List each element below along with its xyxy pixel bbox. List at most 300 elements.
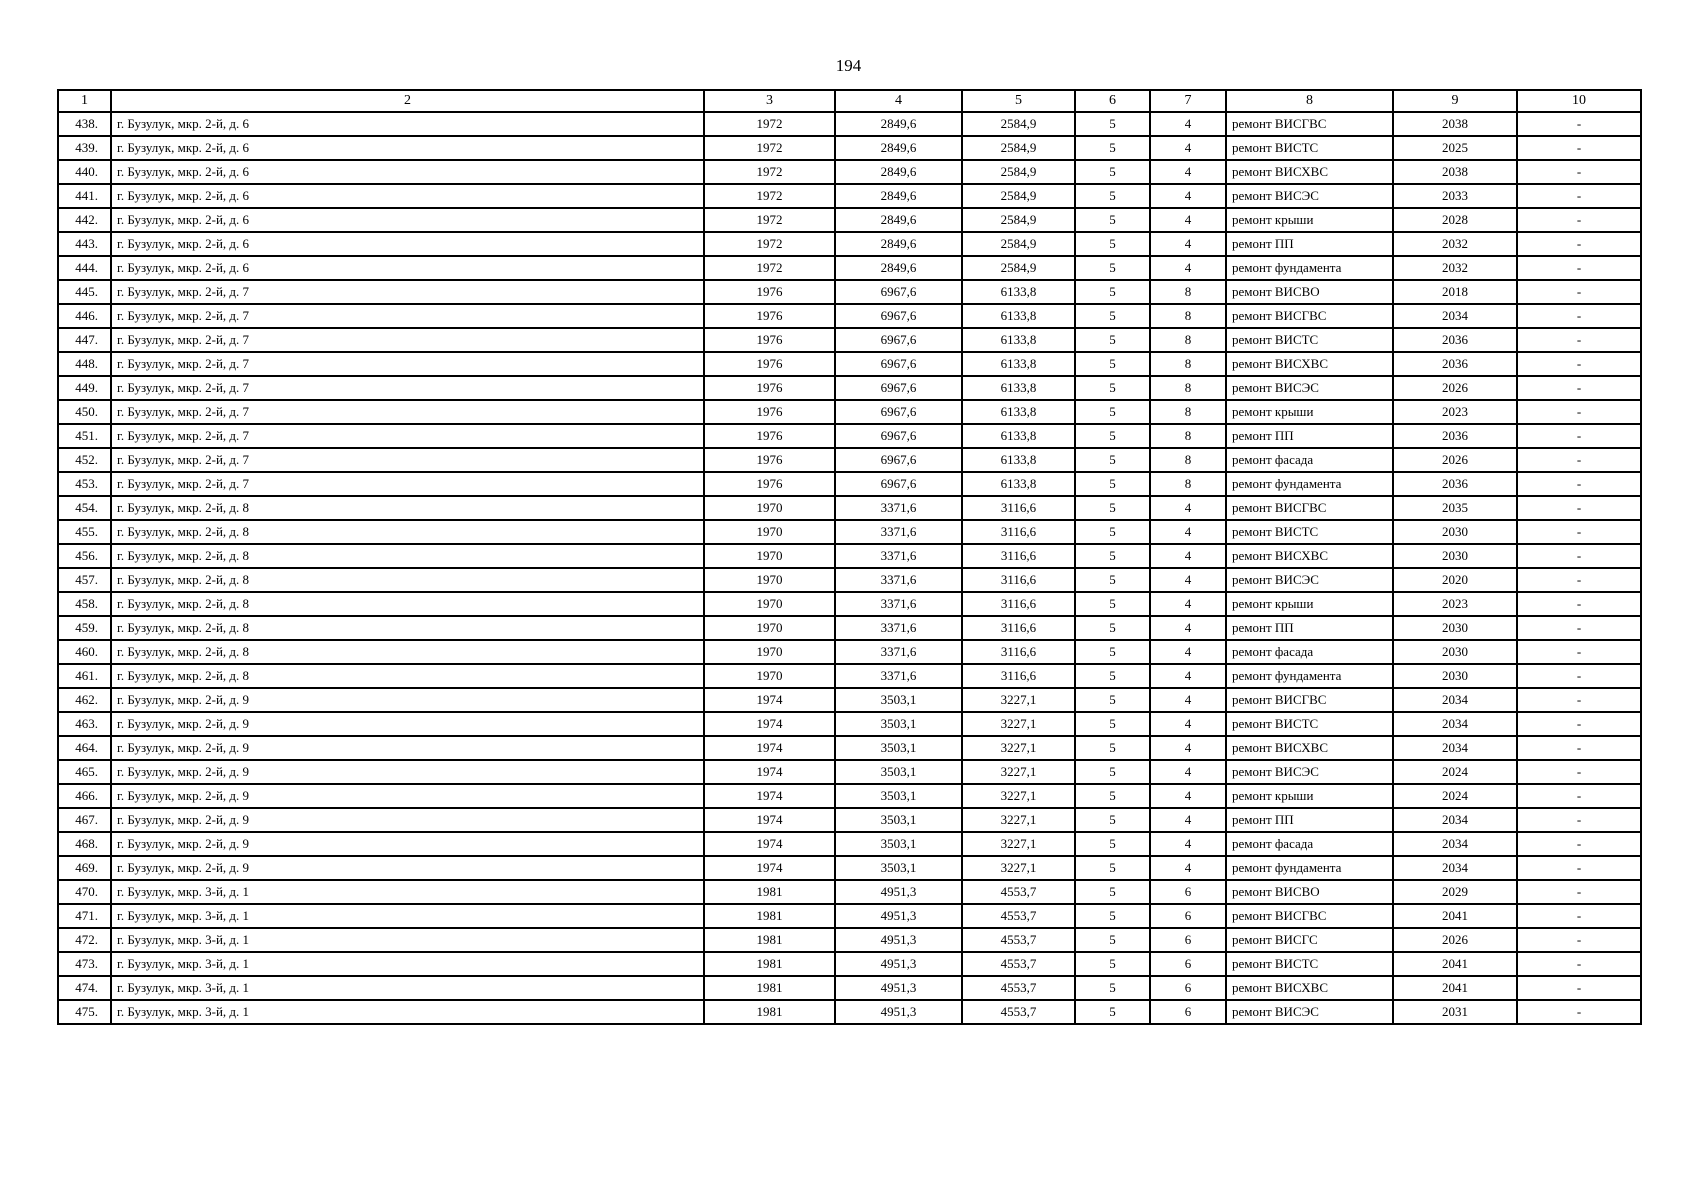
row-number-cell: 473. [58, 952, 111, 976]
floors-cell: 5 [1075, 232, 1150, 256]
table-row [58, 880, 1641, 904]
total-area-cell: 6967,6 [835, 400, 962, 424]
entrances-cell: 4 [1150, 760, 1226, 784]
floors-cell: 5 [1075, 424, 1150, 448]
work-type-cell: ремонт ВИСХВС [1226, 544, 1393, 568]
floors-cell: 5 [1075, 184, 1150, 208]
work-type-cell: ремонт крыши [1226, 208, 1393, 232]
floors-cell: 5 [1075, 472, 1150, 496]
planned-year-cell: 2038 [1393, 160, 1517, 184]
row-number-cell: 460. [58, 640, 111, 664]
total-area-cell: 3503,1 [835, 688, 962, 712]
note-cell: - [1517, 424, 1641, 448]
year-built-cell: 1981 [704, 904, 835, 928]
year-built-cell: 1970 [704, 664, 835, 688]
living-area-cell: 3227,1 [962, 808, 1075, 832]
note-cell: - [1517, 256, 1641, 280]
work-type-cell: ремонт ВИСХВС [1226, 976, 1393, 1000]
year-built-cell: 1976 [704, 376, 835, 400]
year-built-cell: 1981 [704, 928, 835, 952]
living-area-cell: 2584,9 [962, 136, 1075, 160]
entrances-cell: 4 [1150, 136, 1226, 160]
floors-cell: 5 [1075, 304, 1150, 328]
total-area-cell: 2849,6 [835, 208, 962, 232]
note-cell: - [1517, 928, 1641, 952]
living-area-cell: 2584,9 [962, 160, 1075, 184]
address-cell: г. Бузулук, мкр. 2-й, д. 6 [111, 184, 704, 208]
repair-schedule-table [57, 89, 1642, 1025]
address-cell: г. Бузулук, мкр. 3-й, д. 1 [111, 952, 704, 976]
total-area-cell: 6967,6 [835, 376, 962, 400]
address-cell: г. Бузулук, мкр. 2-й, д. 9 [111, 760, 704, 784]
planned-year-cell: 2034 [1393, 712, 1517, 736]
planned-year-cell: 2035 [1393, 496, 1517, 520]
planned-year-cell: 2023 [1393, 592, 1517, 616]
row-number-cell: 469. [58, 856, 111, 880]
floors-cell: 5 [1075, 256, 1150, 280]
floors-cell: 5 [1075, 736, 1150, 760]
table-row [58, 544, 1641, 568]
table-row [58, 616, 1641, 640]
address-cell: г. Бузулук, мкр. 2-й, д. 6 [111, 160, 704, 184]
total-area-cell: 3371,6 [835, 640, 962, 664]
living-area-cell: 4553,7 [962, 928, 1075, 952]
planned-year-cell: 2029 [1393, 880, 1517, 904]
floors-cell: 5 [1075, 592, 1150, 616]
entrances-cell: 8 [1150, 376, 1226, 400]
living-area-cell: 4553,7 [962, 976, 1075, 1000]
note-cell: - [1517, 616, 1641, 640]
row-number-cell: 474. [58, 976, 111, 1000]
work-type-cell: ремонт ПП [1226, 232, 1393, 256]
address-cell: г. Бузулук, мкр. 3-й, д. 1 [111, 904, 704, 928]
total-area-cell: 2849,6 [835, 136, 962, 160]
planned-year-cell: 2041 [1393, 976, 1517, 1000]
row-number-cell: 468. [58, 832, 111, 856]
entrances-cell: 6 [1150, 976, 1226, 1000]
floors-cell: 5 [1075, 688, 1150, 712]
planned-year-cell: 2026 [1393, 376, 1517, 400]
floors-cell: 5 [1075, 280, 1150, 304]
planned-year-cell: 2018 [1393, 280, 1517, 304]
year-built-cell: 1976 [704, 424, 835, 448]
floors-cell: 5 [1075, 760, 1150, 784]
planned-year-cell: 2030 [1393, 664, 1517, 688]
table-row [58, 160, 1641, 184]
total-area-cell: 3371,6 [835, 592, 962, 616]
planned-year-cell: 2024 [1393, 760, 1517, 784]
living-area-cell: 2584,9 [962, 208, 1075, 232]
work-type-cell: ремонт ВИСЭС [1226, 568, 1393, 592]
table-row [58, 448, 1641, 472]
work-type-cell: ремонт ВИСЭС [1226, 760, 1393, 784]
note-cell: - [1517, 880, 1641, 904]
planned-year-cell: 2034 [1393, 856, 1517, 880]
entrances-cell: 4 [1150, 568, 1226, 592]
note-cell: - [1517, 976, 1641, 1000]
column-header: 9 [1393, 90, 1517, 112]
work-type-cell: ремонт фасада [1226, 448, 1393, 472]
living-area-cell: 3227,1 [962, 784, 1075, 808]
entrances-cell: 6 [1150, 952, 1226, 976]
work-type-cell: ремонт ВИСХВС [1226, 736, 1393, 760]
planned-year-cell: 2026 [1393, 928, 1517, 952]
work-type-cell: ремонт крыши [1226, 784, 1393, 808]
total-area-cell: 4951,3 [835, 880, 962, 904]
year-built-cell: 1970 [704, 616, 835, 640]
row-number-cell: 449. [58, 376, 111, 400]
work-type-cell: ремонт фундамента [1226, 856, 1393, 880]
row-number-cell: 465. [58, 760, 111, 784]
floors-cell: 5 [1075, 112, 1150, 136]
work-type-cell: ремонт ВИСТС [1226, 712, 1393, 736]
table-row [58, 112, 1641, 136]
row-number-cell: 459. [58, 616, 111, 640]
table-row [58, 928, 1641, 952]
floors-cell: 5 [1075, 352, 1150, 376]
row-number-cell: 464. [58, 736, 111, 760]
total-area-cell: 3503,1 [835, 712, 962, 736]
total-area-cell: 6967,6 [835, 472, 962, 496]
row-number-cell: 448. [58, 352, 111, 376]
note-cell: - [1517, 136, 1641, 160]
year-built-cell: 1970 [704, 568, 835, 592]
row-number-cell: 440. [58, 160, 111, 184]
living-area-cell: 3227,1 [962, 856, 1075, 880]
planned-year-cell: 2025 [1393, 136, 1517, 160]
floors-cell: 5 [1075, 784, 1150, 808]
floors-cell: 5 [1075, 520, 1150, 544]
table-row [58, 232, 1641, 256]
note-cell: - [1517, 448, 1641, 472]
column-header: 1 [58, 90, 111, 112]
floors-cell: 5 [1075, 208, 1150, 232]
planned-year-cell: 2024 [1393, 784, 1517, 808]
total-area-cell: 3371,6 [835, 520, 962, 544]
note-cell: - [1517, 736, 1641, 760]
planned-year-cell: 2028 [1393, 208, 1517, 232]
total-area-cell: 4951,3 [835, 976, 962, 1000]
row-number-cell: 453. [58, 472, 111, 496]
living-area-cell: 4553,7 [962, 952, 1075, 976]
column-header: 3 [704, 90, 835, 112]
floors-cell: 5 [1075, 832, 1150, 856]
work-type-cell: ремонт ВИСТС [1226, 328, 1393, 352]
floors-cell: 5 [1075, 640, 1150, 664]
total-area-cell: 2849,6 [835, 112, 962, 136]
row-number-cell: 451. [58, 424, 111, 448]
entrances-cell: 4 [1150, 256, 1226, 280]
note-cell: - [1517, 400, 1641, 424]
planned-year-cell: 2036 [1393, 472, 1517, 496]
row-number-cell: 452. [58, 448, 111, 472]
year-built-cell: 1974 [704, 784, 835, 808]
row-number-cell: 462. [58, 688, 111, 712]
table-row [58, 952, 1641, 976]
work-type-cell: ремонт ВИСГВС [1226, 904, 1393, 928]
entrances-cell: 4 [1150, 592, 1226, 616]
total-area-cell: 3503,1 [835, 832, 962, 856]
total-area-cell: 6967,6 [835, 448, 962, 472]
table-row [58, 664, 1641, 688]
living-area-cell: 6133,8 [962, 448, 1075, 472]
entrances-cell: 4 [1150, 112, 1226, 136]
address-cell: г. Бузулук, мкр. 2-й, д. 7 [111, 448, 704, 472]
living-area-cell: 3116,6 [962, 568, 1075, 592]
entrances-cell: 6 [1150, 904, 1226, 928]
living-area-cell: 3227,1 [962, 688, 1075, 712]
living-area-cell: 4553,7 [962, 1000, 1075, 1024]
entrances-cell: 4 [1150, 616, 1226, 640]
floors-cell: 5 [1075, 856, 1150, 880]
living-area-cell: 6133,8 [962, 424, 1075, 448]
year-built-cell: 1976 [704, 304, 835, 328]
living-area-cell: 3116,6 [962, 520, 1075, 544]
planned-year-cell: 2038 [1393, 112, 1517, 136]
entrances-cell: 8 [1150, 472, 1226, 496]
address-cell: г. Бузулук, мкр. 3-й, д. 1 [111, 976, 704, 1000]
planned-year-cell: 2033 [1393, 184, 1517, 208]
column-header: 8 [1226, 90, 1393, 112]
entrances-cell: 4 [1150, 784, 1226, 808]
year-built-cell: 1970 [704, 496, 835, 520]
column-header: 5 [962, 90, 1075, 112]
entrances-cell: 8 [1150, 352, 1226, 376]
total-area-cell: 2849,6 [835, 184, 962, 208]
address-cell: г. Бузулук, мкр. 2-й, д. 9 [111, 736, 704, 760]
column-number-row [58, 90, 1641, 112]
total-area-cell: 6967,6 [835, 304, 962, 328]
year-built-cell: 1972 [704, 232, 835, 256]
entrances-cell: 8 [1150, 448, 1226, 472]
work-type-cell: ремонт крыши [1226, 592, 1393, 616]
address-cell: г. Бузулук, мкр. 2-й, д. 9 [111, 712, 704, 736]
row-number-cell: 447. [58, 328, 111, 352]
table-row [58, 976, 1641, 1000]
total-area-cell: 2849,6 [835, 256, 962, 280]
living-area-cell: 2584,9 [962, 232, 1075, 256]
row-number-cell: 446. [58, 304, 111, 328]
year-built-cell: 1972 [704, 184, 835, 208]
table-row [58, 760, 1641, 784]
total-area-cell: 3503,1 [835, 808, 962, 832]
address-cell: г. Бузулук, мкр. 2-й, д. 8 [111, 664, 704, 688]
note-cell: - [1517, 376, 1641, 400]
column-header: 2 [111, 90, 704, 112]
address-cell: г. Бузулук, мкр. 2-й, д. 6 [111, 256, 704, 280]
entrances-cell: 4 [1150, 208, 1226, 232]
note-cell: - [1517, 808, 1641, 832]
total-area-cell: 3503,1 [835, 856, 962, 880]
year-built-cell: 1981 [704, 1000, 835, 1024]
planned-year-cell: 2023 [1393, 400, 1517, 424]
floors-cell: 5 [1075, 328, 1150, 352]
planned-year-cell: 2026 [1393, 448, 1517, 472]
total-area-cell: 3371,6 [835, 568, 962, 592]
note-cell: - [1517, 184, 1641, 208]
row-number-cell: 466. [58, 784, 111, 808]
total-area-cell: 3503,1 [835, 760, 962, 784]
work-type-cell: ремонт фасада [1226, 640, 1393, 664]
living-area-cell: 6133,8 [962, 328, 1075, 352]
table-row [58, 688, 1641, 712]
total-area-cell: 4951,3 [835, 952, 962, 976]
note-cell: - [1517, 568, 1641, 592]
table-row [58, 904, 1641, 928]
living-area-cell: 3116,6 [962, 496, 1075, 520]
living-area-cell: 3116,6 [962, 592, 1075, 616]
address-cell: г. Бузулук, мкр. 3-й, д. 1 [111, 1000, 704, 1024]
floors-cell: 5 [1075, 496, 1150, 520]
living-area-cell: 2584,9 [962, 112, 1075, 136]
table-row [58, 712, 1641, 736]
floors-cell: 5 [1075, 160, 1150, 184]
note-cell: - [1517, 352, 1641, 376]
living-area-cell: 4553,7 [962, 904, 1075, 928]
work-type-cell: ремонт фундамента [1226, 472, 1393, 496]
living-area-cell: 3116,6 [962, 640, 1075, 664]
entrances-cell: 4 [1150, 808, 1226, 832]
year-built-cell: 1970 [704, 592, 835, 616]
note-cell: - [1517, 280, 1641, 304]
entrances-cell: 8 [1150, 424, 1226, 448]
row-number-cell: 443. [58, 232, 111, 256]
table-row [58, 496, 1641, 520]
row-number-cell: 444. [58, 256, 111, 280]
row-number-cell: 450. [58, 400, 111, 424]
address-cell: г. Бузулук, мкр. 2-й, д. 6 [111, 232, 704, 256]
entrances-cell: 4 [1150, 520, 1226, 544]
address-cell: г. Бузулук, мкр. 2-й, д. 6 [111, 208, 704, 232]
total-area-cell: 4951,3 [835, 1000, 962, 1024]
living-area-cell: 3116,6 [962, 544, 1075, 568]
table-row [58, 640, 1641, 664]
floors-cell: 5 [1075, 568, 1150, 592]
year-built-cell: 1976 [704, 328, 835, 352]
table-row [58, 352, 1641, 376]
floors-cell: 5 [1075, 400, 1150, 424]
table-row [58, 136, 1641, 160]
work-type-cell: ремонт ВИСЭС [1226, 376, 1393, 400]
note-cell: - [1517, 496, 1641, 520]
address-cell: г. Бузулук, мкр. 2-й, д. 7 [111, 472, 704, 496]
year-built-cell: 1974 [704, 688, 835, 712]
table-row [58, 376, 1641, 400]
work-type-cell: ремонт ВИСТС [1226, 952, 1393, 976]
row-number-cell: 467. [58, 808, 111, 832]
note-cell: - [1517, 520, 1641, 544]
table-row [58, 568, 1641, 592]
address-cell: г. Бузулук, мкр. 3-й, д. 1 [111, 880, 704, 904]
address-cell: г. Бузулук, мкр. 2-й, д. 7 [111, 400, 704, 424]
year-built-cell: 1970 [704, 520, 835, 544]
work-type-cell: ремонт ВИСТС [1226, 136, 1393, 160]
floors-cell: 5 [1075, 880, 1150, 904]
planned-year-cell: 2030 [1393, 520, 1517, 544]
planned-year-cell: 2034 [1393, 832, 1517, 856]
floors-cell: 5 [1075, 904, 1150, 928]
note-cell: - [1517, 160, 1641, 184]
work-type-cell: ремонт ВИСТС [1226, 520, 1393, 544]
planned-year-cell: 2031 [1393, 1000, 1517, 1024]
total-area-cell: 6967,6 [835, 328, 962, 352]
total-area-cell: 6967,6 [835, 280, 962, 304]
living-area-cell: 3227,1 [962, 760, 1075, 784]
note-cell: - [1517, 832, 1641, 856]
floors-cell: 5 [1075, 448, 1150, 472]
planned-year-cell: 2034 [1393, 688, 1517, 712]
floors-cell: 5 [1075, 616, 1150, 640]
table-row [58, 256, 1641, 280]
work-type-cell: ремонт фундамента [1226, 256, 1393, 280]
total-area-cell: 6967,6 [835, 424, 962, 448]
note-cell: - [1517, 784, 1641, 808]
row-number-cell: 445. [58, 280, 111, 304]
year-built-cell: 1974 [704, 832, 835, 856]
row-number-cell: 461. [58, 664, 111, 688]
address-cell: г. Бузулук, мкр. 2-й, д. 8 [111, 592, 704, 616]
total-area-cell: 4951,3 [835, 904, 962, 928]
entrances-cell: 4 [1150, 712, 1226, 736]
floors-cell: 5 [1075, 712, 1150, 736]
planned-year-cell: 2030 [1393, 616, 1517, 640]
living-area-cell: 3227,1 [962, 736, 1075, 760]
total-area-cell: 4951,3 [835, 928, 962, 952]
row-number-cell: 472. [58, 928, 111, 952]
table-row [58, 472, 1641, 496]
entrances-cell: 4 [1150, 688, 1226, 712]
living-area-cell: 3227,1 [962, 712, 1075, 736]
entrances-cell: 4 [1150, 640, 1226, 664]
note-cell: - [1517, 760, 1641, 784]
year-built-cell: 1972 [704, 160, 835, 184]
row-number-cell: 456. [58, 544, 111, 568]
entrances-cell: 8 [1150, 400, 1226, 424]
row-number-cell: 438. [58, 112, 111, 136]
entrances-cell: 8 [1150, 328, 1226, 352]
entrances-cell: 4 [1150, 664, 1226, 688]
note-cell: - [1517, 664, 1641, 688]
year-built-cell: 1976 [704, 352, 835, 376]
year-built-cell: 1981 [704, 976, 835, 1000]
row-number-cell: 475. [58, 1000, 111, 1024]
planned-year-cell: 2032 [1393, 232, 1517, 256]
year-built-cell: 1974 [704, 856, 835, 880]
planned-year-cell: 2032 [1393, 256, 1517, 280]
table-row [58, 856, 1641, 880]
living-area-cell: 2584,9 [962, 184, 1075, 208]
year-built-cell: 1972 [704, 112, 835, 136]
row-number-cell: 441. [58, 184, 111, 208]
table-row [58, 328, 1641, 352]
planned-year-cell: 2030 [1393, 640, 1517, 664]
planned-year-cell: 2034 [1393, 736, 1517, 760]
year-built-cell: 1976 [704, 280, 835, 304]
work-type-cell: ремонт ВИСГВС [1226, 112, 1393, 136]
planned-year-cell: 2036 [1393, 352, 1517, 376]
note-cell: - [1517, 856, 1641, 880]
address-cell: г. Бузулук, мкр. 2-й, д. 8 [111, 568, 704, 592]
address-cell: г. Бузулук, мкр. 3-й, д. 1 [111, 928, 704, 952]
living-area-cell: 3116,6 [962, 664, 1075, 688]
year-built-cell: 1972 [704, 256, 835, 280]
living-area-cell: 6133,8 [962, 400, 1075, 424]
column-header: 7 [1150, 90, 1226, 112]
row-number-cell: 442. [58, 208, 111, 232]
entrances-cell: 4 [1150, 232, 1226, 256]
living-area-cell: 6133,8 [962, 472, 1075, 496]
table-row [58, 1000, 1641, 1024]
